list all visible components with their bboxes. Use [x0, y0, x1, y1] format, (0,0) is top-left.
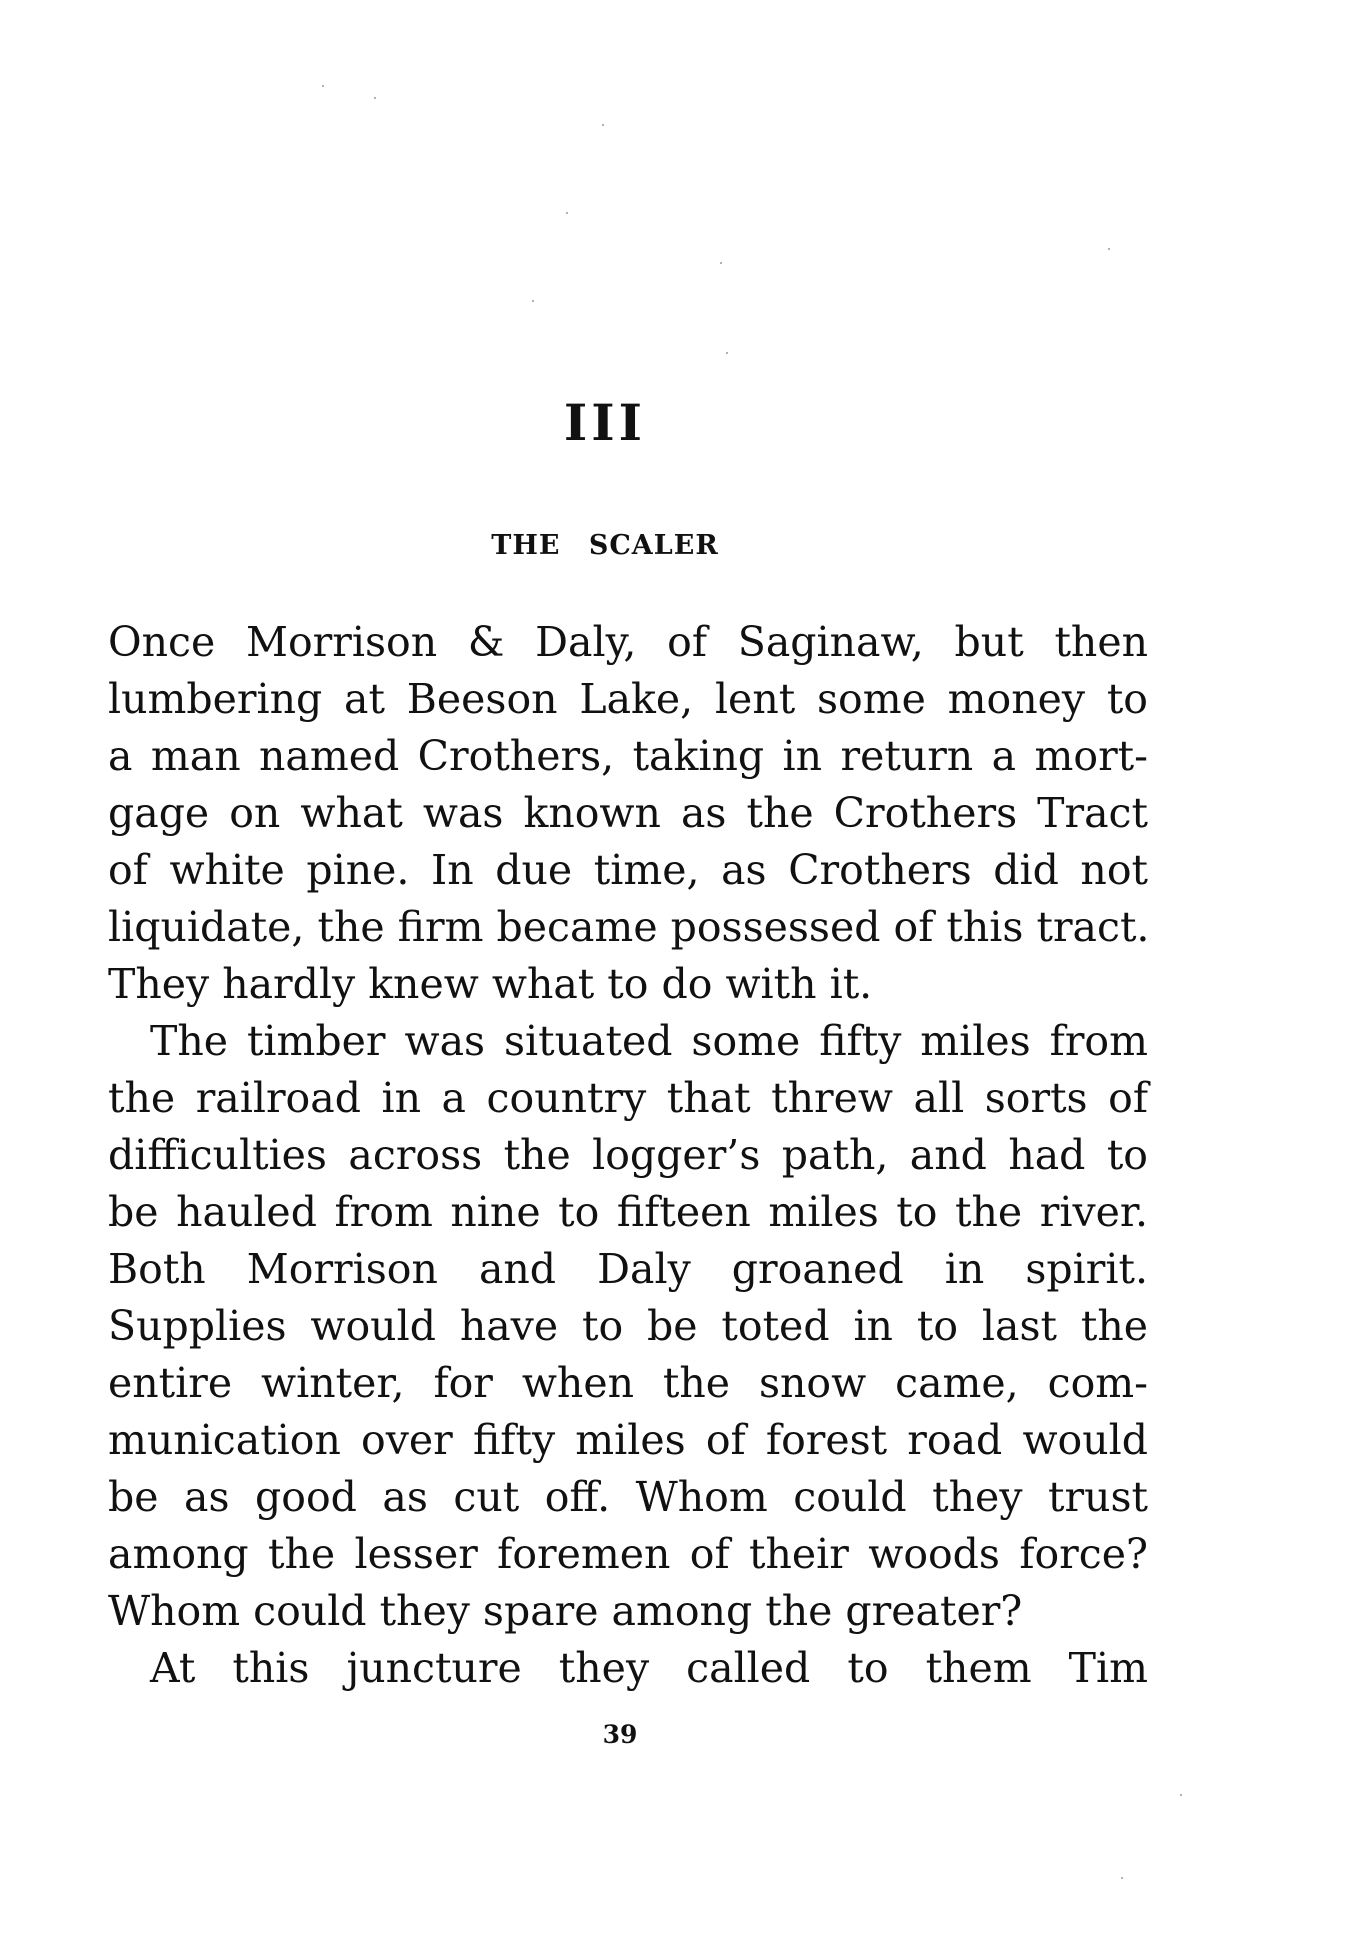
- paper-speck: [602, 124, 604, 126]
- text-line: Whom could they spare among the greater?: [108, 1587, 1023, 1635]
- paper-speck: [1180, 1794, 1182, 1796]
- text-line: Both Morrison and Daly groaned in spirit.: [108, 1245, 1148, 1293]
- text-line: liquidate, the firm became possessed of this tract.: [108, 903, 1150, 951]
- paper-speck: [720, 262, 722, 264]
- chapter-title: THE SCALER: [491, 530, 719, 561]
- text-line: difficulties across the logger’s path, and had to: [108, 1131, 1148, 1179]
- text-line: entire winter, for when the snow came, com-: [108, 1359, 1148, 1407]
- text-line: The timber was situated some fifty miles from: [150, 1017, 1148, 1065]
- paragraph: [108, 614, 1148, 1013]
- text-line: They hardly knew what to do with it.: [108, 960, 873, 1008]
- text-line: gage on what was known as the Crothers Tract: [108, 789, 1148, 837]
- text-line: lumbering at Beeson Lake, lent some money to: [108, 675, 1148, 723]
- paper-speck: [1121, 1877, 1123, 1879]
- text-line: among the lesser foremen of their woods force?: [108, 1530, 1148, 1578]
- text-line: be hauled from nine to fifteen miles to the river.: [108, 1188, 1148, 1236]
- text-line: the railroad in a country that threw all sorts of: [108, 1074, 1148, 1122]
- paragraph: [108, 1640, 1148, 1697]
- text-line: Once Morrison & Daly, of Saginaw, but then: [108, 618, 1148, 666]
- text-line: munication over fifty miles of forest road would: [108, 1416, 1148, 1464]
- paper-speck: [322, 85, 324, 87]
- text-line: of white pine. In due time, as Crothers did not: [108, 846, 1148, 894]
- paper-speck: [532, 300, 534, 302]
- text-line: Supplies would have to be toted in to last the: [108, 1302, 1148, 1350]
- paragraph: [108, 1013, 1148, 1640]
- chapter-number: III: [563, 393, 647, 452]
- text-line: At this juncture they called to them Tim: [150, 1644, 1148, 1692]
- paper-speck: [566, 212, 568, 214]
- paper-speck: [1108, 248, 1110, 250]
- body-text: [108, 614, 1148, 1697]
- text-line: be as good as cut off. Whom could they trust: [108, 1473, 1148, 1521]
- text-line: a man named Crothers, taking in return a mort-: [108, 732, 1148, 780]
- page-number: 39: [602, 1720, 638, 1749]
- paper-speck: [374, 97, 376, 99]
- paper-speck: [726, 352, 728, 354]
